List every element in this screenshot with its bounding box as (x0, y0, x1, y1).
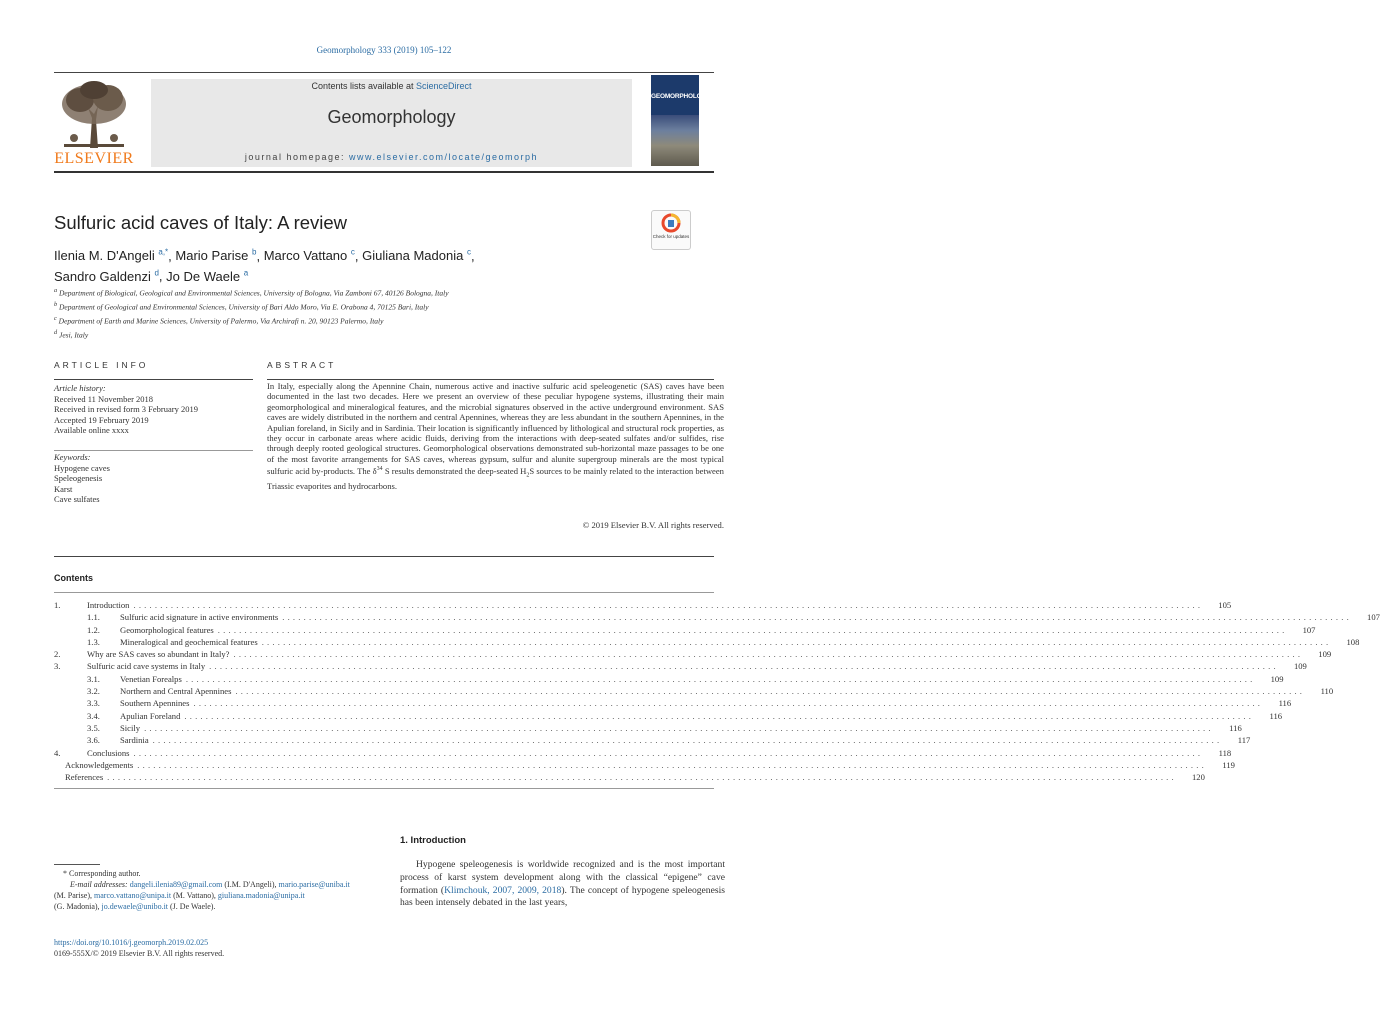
toc-number: 3.5. (87, 722, 100, 733)
toc-number: 1.2. (87, 624, 100, 635)
toc-title[interactable]: Acknowledgements (65, 759, 134, 770)
keywords-rule (54, 450, 253, 451)
toc-entry[interactable] (54, 660, 1307, 672)
footnote-rule (54, 864, 100, 865)
toc-title[interactable]: Sicily (120, 722, 141, 733)
toc-top-rule (54, 592, 714, 593)
article-title: Sulfuric acid caves of Italy: A review (54, 212, 348, 233)
toc-entry[interactable] (54, 747, 1232, 759)
toc-entry[interactable] (54, 673, 1284, 685)
toc-title[interactable]: Mineralogical and geochemical features (120, 636, 258, 647)
journal-title: Geomorphology (327, 107, 456, 127)
toc-leader-dots: ........................................................................................................................................................................................................ (233, 649, 1304, 660)
asterisk: * (63, 869, 67, 878)
toc-entry[interactable] (54, 697, 1292, 709)
toc-page-number[interactable]: 116 (1269, 710, 1283, 721)
toc-title[interactable]: Apulian Foreland (120, 710, 181, 721)
journal-cover-image (651, 75, 711, 166)
article-history (54, 383, 198, 436)
toc-leader-dots: ........................................................................................................................................................................................................ (261, 636, 1332, 647)
toc-leader-dots: ........................................................................................................................................................................................................ (217, 624, 1288, 635)
toc-title[interactable]: Geomorphological features (120, 624, 214, 635)
toc-page-number[interactable]: 107 (1302, 624, 1316, 635)
toc-leader-dots: ........................................................................................................................................................................................................ (209, 661, 1279, 672)
introduction-heading: 1. Introduction (400, 835, 466, 846)
keyword: Cave sulfates (54, 494, 100, 504)
check-updates-icon (652, 211, 690, 235)
introduction-text: Hypogene speleogenesis is worldwide recognized and is the most important process of karst system development along with the classical “epigene” cave formation (Klimchouk, 2007, 2009, 2018). The concept of hypogene speleogenesis has been intensely debated in the last years, (400, 859, 725, 909)
toc-entry[interactable] (54, 636, 1360, 648)
keyword: Speleogenesis (54, 473, 103, 483)
toc-page-number[interactable]: 109 (1318, 649, 1332, 660)
section-rule (54, 556, 714, 557)
toc-entry[interactable] (54, 685, 1334, 697)
toc-page-number[interactable]: 116 (1229, 722, 1242, 733)
toc-entry[interactable] (54, 710, 1283, 722)
issn-line: 0169-555X/© 2019 Elsevier B.V. All rights reserved. (54, 949, 225, 958)
toc-leader-dots: ........................................................................................................................................................................................................ (107, 772, 1177, 783)
contents-available (151, 81, 632, 91)
toc-page-number[interactable]: 120 (1191, 772, 1205, 783)
copyright-notice: © 2019 Elsevier B.V. All rights reserved. (582, 520, 724, 530)
toc-number: 1.3. (87, 636, 100, 647)
affiliation: $^c$ Department of Earth and Marine Sciences, University of Palermo, Via Archirafi n. 20, 90123 Palermo, Italy (54, 315, 384, 326)
abstract-heading: ABSTRACT (267, 360, 337, 370)
article-info-rule (54, 379, 253, 380)
affiliation: $^d$ Jesi, Italy (54, 329, 89, 340)
citation-link[interactable]: Klimchouk, 2007, 2009, 2018 (444, 884, 562, 896)
history-label: Article history: (54, 383, 106, 393)
affiliations (54, 285, 694, 341)
email-link[interactable]: marco.vattano@unipa.it (94, 891, 172, 900)
toc-title[interactable]: Sulfuric acid cave systems in Italy (87, 661, 206, 672)
toc-number: 1. (54, 600, 61, 610)
toc-entry[interactable] (54, 759, 1235, 771)
toc-number: 3. (54, 661, 61, 672)
affiliation: $^a$ Department of Biological, Geological and Environmental Sciences, University of Bologna, Via Zamboni 67, 40126 Bologna, Italy (54, 287, 449, 298)
toc-entry[interactable] (54, 648, 1332, 660)
toc-number: 3.1. (87, 673, 100, 684)
table-of-contents (54, 599, 1380, 783)
footnotes: * Corresponding author. E-mail addresses: dangeli.ilenia89@gmail.com (I.M. D'Angeli), mario.parise@uniba.it (M. Parise), marco.vattano@unipa.it (M. Vattano), giuliana.madonia@unipa.it (G. Madonia), jo.dewaele@unibo.it (J. De Waele). (54, 869, 350, 911)
check-updates-label: Check for updates (652, 234, 690, 239)
toc-leader-dots: ........................................................................................................................................................................................................ (185, 673, 1256, 684)
article-info-heading: ARTICLE INFO (54, 360, 149, 370)
toc-page-number[interactable]: 118 (1218, 747, 1232, 758)
author[interactable]: Mario Parise $^b$ (175, 248, 257, 264)
toc-page-number[interactable]: 108 (1346, 636, 1360, 647)
abstract-text: In Italy, especially along the Apennine Chain, numerous active and inactive sulfuric acid speleogenetic (SAS) caves have been documented in the last two decades. Here we present an overview of these peculiar hypogene systems, illustrating their main geomorphological and mineralogical features, and the microbial signatures observed in the active underground environment. SAS caves are widely distributed in the northern and central Apennines, whereas they are less abundant in the southern Apennines, in the Apulian foreland, in Sicily and in Sardinia. Their location is significantly influenced by lithological and structural rock properties, as they occur in carbonate areas where acidic fluids, deriving from the interactions with deep-seated sulfates and/or sulfides, rise through deeply rooted geological structures. Geomorphological observations demonstrated sub-horizontal maze passages to be one of the most favorite arrangements for SAS caves, whereas gypsum, sulfur and alunite supergroup minerals are the most typical sulfuric acid by-products. The $\delta^{34}$ S results demonstrated the deep-seated $H_2S$ sources to be mainly related to the interaction between Triassic evaporites and hydrocarbons. (267, 381, 724, 492)
toc-entry[interactable] (54, 771, 1205, 783)
toc-entry[interactable] (54, 722, 1242, 734)
keywords-label: Keywords: (54, 452, 91, 462)
homepage-prefix: journal homepage: (244, 152, 349, 162)
toc-page-number[interactable]: 117 (1237, 735, 1251, 746)
keywords (54, 452, 110, 505)
toc-number: 3.2. (87, 686, 100, 697)
check-for-updates-button[interactable] (651, 210, 691, 250)
toc-leader-dots: ........................................................................................................................................................................................................ (133, 600, 1204, 610)
toc-entry[interactable] (54, 624, 1316, 636)
toc-title[interactable]: Sardinia (120, 735, 149, 746)
toc-title[interactable]: Why are SAS caves so abundant in Italy? (87, 649, 230, 660)
masthead-bottom-rule (54, 171, 714, 173)
contents-heading: Contents (54, 573, 93, 583)
abstract-rule (267, 379, 714, 380)
toc-leader-dots: ........................................................................................................................................................................................................ (193, 698, 1264, 709)
keyword: Hypogene caves (54, 462, 110, 473)
cover-photo (651, 115, 699, 166)
publisher-logo-text: ELSEVIER (54, 150, 134, 167)
toc-title[interactable]: Introduction (87, 600, 130, 610)
toc-entry[interactable] (54, 611, 1380, 623)
toc-title[interactable]: Conclusions (87, 747, 130, 758)
doi-link[interactable]: https://doi.org/10.1016/j.geomorph.2019.02.025 (54, 938, 209, 947)
author[interactable]: Sandro Galdenzi $^d$ (54, 268, 159, 284)
journal-reference[interactable]: Geomorphology 333 (2019) 105–122 (316, 45, 452, 55)
toc-leader-dots: ........................................................................................................................................................................................................ (133, 747, 1204, 758)
toc-leader-dots: ........................................................................................................................................................................................................ (137, 759, 1207, 770)
toc-title[interactable]: Sulfuric acid signature in active environments (120, 612, 279, 623)
toc-number: 3.6. (87, 735, 100, 746)
toc-leader-dots: ........................................................................................................................................................................................................ (235, 686, 1306, 697)
author-list: Ilenia M. D'Angeli $^{a,*}$, Mario Parise $^b$, Marco Vattano $^c$, Giuliana Madonia $^c$, Sandro Galdenzi $^d$, Jo De Waele $^a$ (54, 248, 475, 284)
toc-number: 2. (54, 649, 61, 660)
author[interactable]: Jo De Waele $^a$ (166, 268, 249, 284)
keyword: Karst (54, 483, 73, 494)
contents-prefix: Contents lists available at (311, 81, 417, 91)
toc-title[interactable]: Northern and Central Apennines (120, 686, 232, 697)
history-item: Received in revised form 3 February 2019 (54, 404, 198, 414)
email-link[interactable]: mario.parise@uniba.it (278, 880, 350, 889)
doi-block (54, 937, 224, 959)
masthead-top-rule (54, 72, 714, 73)
toc-leader-dots: ........................................................................................................................................................................................................ (184, 710, 1255, 721)
toc-page-number[interactable]: 119 (1222, 759, 1235, 770)
toc-number (54, 759, 65, 771)
toc-number (54, 771, 65, 783)
toc-number: 1.1. (87, 612, 100, 623)
toc-entry[interactable] (54, 734, 1251, 746)
toc-entry[interactable] (54, 599, 1232, 611)
history-item: Available online xxxx (54, 425, 129, 435)
toc-bottom-rule (54, 788, 714, 789)
email-label: E-mail addresses: (70, 880, 128, 889)
email-link[interactable]: giuliana.madonia@unipa.it (217, 891, 305, 900)
homepage-link[interactable]: www.elsevier.com/locate/geomorph (348, 152, 539, 162)
toc-number: 3.3. (87, 698, 100, 709)
history-item: Accepted 19 February 2019 (54, 414, 149, 425)
toc-page-number[interactable]: 105 (1218, 600, 1232, 610)
toc-page-number[interactable]: 110 (1320, 686, 1334, 697)
corresponding-author: Corresponding author. (69, 869, 141, 878)
toc-page-number[interactable]: 109 (1293, 661, 1307, 672)
toc-number: 4. (54, 747, 61, 758)
toc-title[interactable]: References (65, 772, 104, 783)
toc-page-number[interactable]: 107 (1367, 612, 1380, 623)
cover-title: GEOMORPHOLOGY (651, 93, 711, 100)
email-link[interactable]: jo.dewaele@unibo.it (101, 902, 169, 911)
toc-page-number[interactable]: 109 (1270, 673, 1284, 684)
toc-leader-dots: ........................................................................................................................................................................................................ (282, 612, 1352, 623)
toc-leader-dots: ........................................................................................................................................................................................................ (144, 722, 1214, 733)
author[interactable]: Ilenia M. D'Angeli $^{a,*}$ (54, 248, 169, 264)
author[interactable]: Giuliana Madonia $^c$ (362, 248, 471, 264)
affiliation: $^b$ Department of Geological and Environmental Sciences, University of Bari Aldo Moro, Via E. Orabona 4, 70125 Bari, Italy (54, 301, 429, 312)
author[interactable]: Marco Vattano $^c$ (263, 248, 355, 264)
journal-homepage (151, 152, 632, 162)
toc-leader-dots: ........................................................................................................................................................................................................ (152, 735, 1223, 746)
toc-title[interactable]: Venetian Forealps (120, 673, 182, 684)
email-link[interactable]: dangeli.ilenia89@gmail.com (129, 880, 223, 889)
sciencedirect-link[interactable]: ScienceDirect (416, 81, 472, 91)
history-item: Received 11 November 2018 (54, 393, 154, 404)
toc-title[interactable]: Southern Apennines (120, 698, 190, 709)
toc-page-number[interactable]: 116 (1278, 698, 1292, 709)
toc-number: 3.4. (87, 710, 100, 721)
